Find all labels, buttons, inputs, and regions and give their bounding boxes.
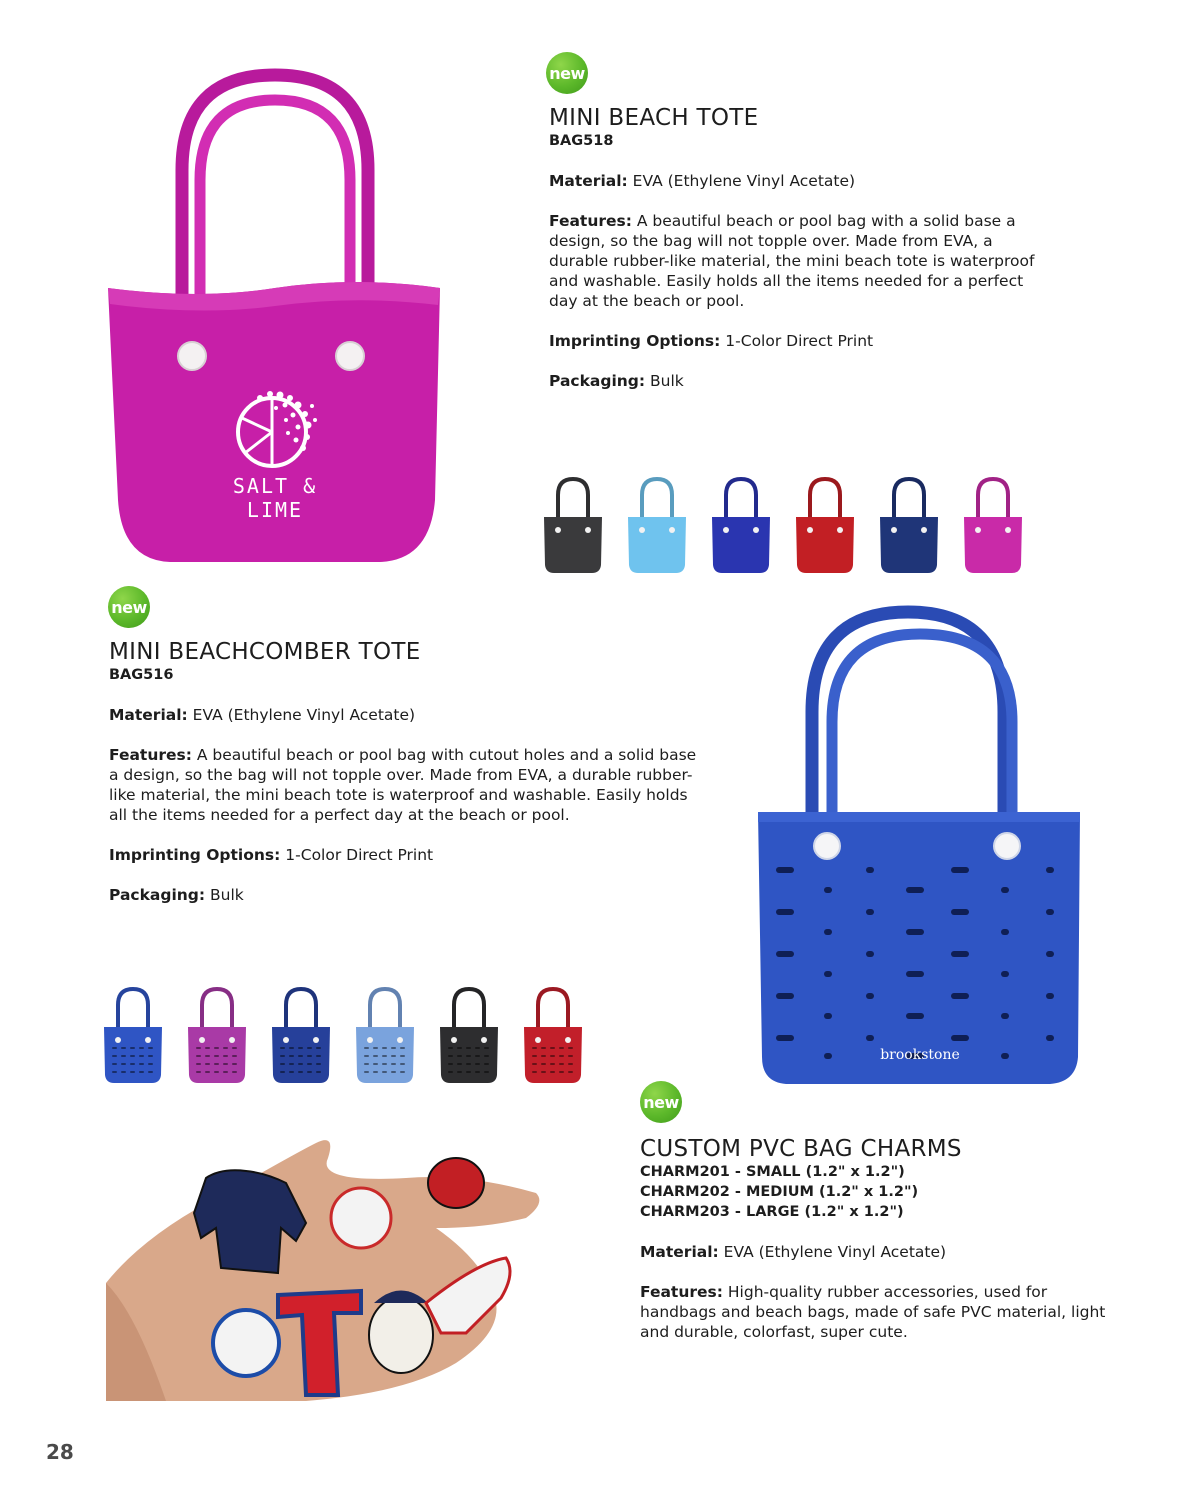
product-details [640,1242,1140,1342]
tote-hole [824,887,832,893]
tote-hole [1046,909,1054,915]
tote-hole [906,887,924,893]
color-swatch [708,475,774,575]
color-swatch [624,475,690,575]
imprint-line [109,845,719,865]
color-swatch [876,475,942,575]
tote-hole [824,1013,832,1019]
material-value: EVA (Ethylene Vinyl Acetate) [627,172,856,190]
features-line [640,1282,1120,1342]
packaging-line [109,885,719,905]
material-line [109,705,719,725]
product-title: MINI BEACHCOMBER TOTE [109,639,421,665]
features-value: A beautiful beach or pool bag with a solid base a design, so the bag will not topple over. Made from EVA, a durable rubber-like material, the mini beach tote is waterproof and washable. Easily holds all the items needed for a perfect day at the beach or pool. [549,212,1035,310]
tote-hole [1001,887,1009,893]
features-value: High-quality rubber accessories, used for handbags and beach bags, made of safe PVC material, light and durable, colorfast, super cute. [640,1283,1106,1341]
tote-hole [866,909,874,915]
material-label: Material: [549,172,628,190]
new-badge: new [640,1081,682,1123]
tote-hole [866,993,874,999]
tote-hole [1001,1013,1009,1019]
features-label: Features: [640,1283,723,1301]
imprint-label: Imprinting Options: [549,332,721,350]
page-number: 28 [46,1440,74,1464]
tote-hole [866,867,874,873]
product-mini-beach-tote [0,0,1200,590]
tote-hole [1001,929,1009,935]
tote-hole [1001,1053,1009,1059]
tote-hole [776,867,794,873]
product-mini-beachcomber-tote [0,580,1200,1090]
tote-hole [776,993,794,999]
tote-hole [906,1013,924,1019]
color-swatch [352,985,418,1085]
imprint-value: 1-Color Direct Print [720,332,874,350]
material-value: EVA (Ethylene Vinyl Acetate) [718,1243,947,1261]
product-details [109,705,719,905]
image-logo-text: brookstone [880,1047,960,1063]
imprint-value: 1-Color Direct Print [280,846,434,864]
color-swatch [268,985,334,1085]
features-line [109,745,709,825]
tote-hole [951,909,969,915]
material-line [640,1242,1140,1262]
tote-hole [776,909,794,915]
tote-hole [824,929,832,935]
color-swatch [540,475,606,575]
tote-hole [776,1035,794,1041]
product-sku-medium: CHARM202 - MEDIUM (1.2" x 1.2") [640,1184,919,1200]
packaging-label: Packaging: [549,372,646,390]
tote-hole [906,929,924,935]
tote-hole [1046,993,1054,999]
color-swatch [184,985,250,1085]
tote-hole [824,1053,832,1059]
packaging-value: Bulk [205,886,244,904]
tote-hole [1046,1035,1054,1041]
product-title: CUSTOM PVC BAG CHARMS [640,1136,962,1162]
material-label: Material: [109,706,188,724]
imprint-line [549,331,1069,351]
features-value: A beautiful beach or pool bag with cutout holes and a solid base a design, so the bag will not topple over. Made from EVA, a durable rubber-like material, the mini beach tote is waterproof and washable. Easily holds all the items needed for a perfect day at the beach or pool. [109,746,697,824]
features-label: Features: [549,212,632,230]
mini-beachcomber-tote-image [750,602,1090,1087]
bag-charms-image [106,1133,546,1401]
tote-hole [776,951,794,957]
product-sku: BAG516 [109,667,174,683]
product-title: MINI BEACH TOTE [549,105,759,131]
product-sku: BAG518 [549,133,614,149]
packaging-line [549,371,1069,391]
material-value: EVA (Ethylene Vinyl Acetate) [187,706,416,724]
product-info [109,639,719,925]
product-sku-large: CHARM203 - LARGE (1.2" x 1.2") [640,1204,904,1220]
color-swatch [520,985,586,1085]
color-swatch [960,475,1026,575]
tote-hole [1001,971,1009,977]
imprint-label: Imprinting Options: [109,846,281,864]
tote-hole [866,951,874,957]
color-swatches [540,475,1040,580]
material-line [549,171,1069,191]
product-sku-small: CHARM201 - SMALL (1.2" x 1.2") [640,1164,905,1180]
new-badge: new [108,586,150,628]
product-custom-pvc-bag-charms [0,1075,1200,1415]
color-swatch [792,475,858,575]
tote-hole [951,1035,969,1041]
product-details [549,171,1069,391]
packaging-value: Bulk [645,372,684,390]
tote-hole [906,971,924,977]
color-swatch [100,985,166,1085]
tote-hole [951,867,969,873]
packaging-label: Packaging: [109,886,206,904]
tote-hole [824,971,832,977]
new-badge: new [546,52,588,94]
features-line [549,211,1049,311]
image-logo-text: SALT & LIME [232,474,318,522]
tote-hole [951,993,969,999]
material-label: Material: [640,1243,719,1261]
tote-hole [951,951,969,957]
features-label: Features: [109,746,192,764]
product-info [640,1136,1140,1362]
product-info [549,105,1069,411]
tote-hole [1046,867,1054,873]
color-swatch [436,985,502,1085]
tote-hole [1046,951,1054,957]
tote-hole [866,1035,874,1041]
